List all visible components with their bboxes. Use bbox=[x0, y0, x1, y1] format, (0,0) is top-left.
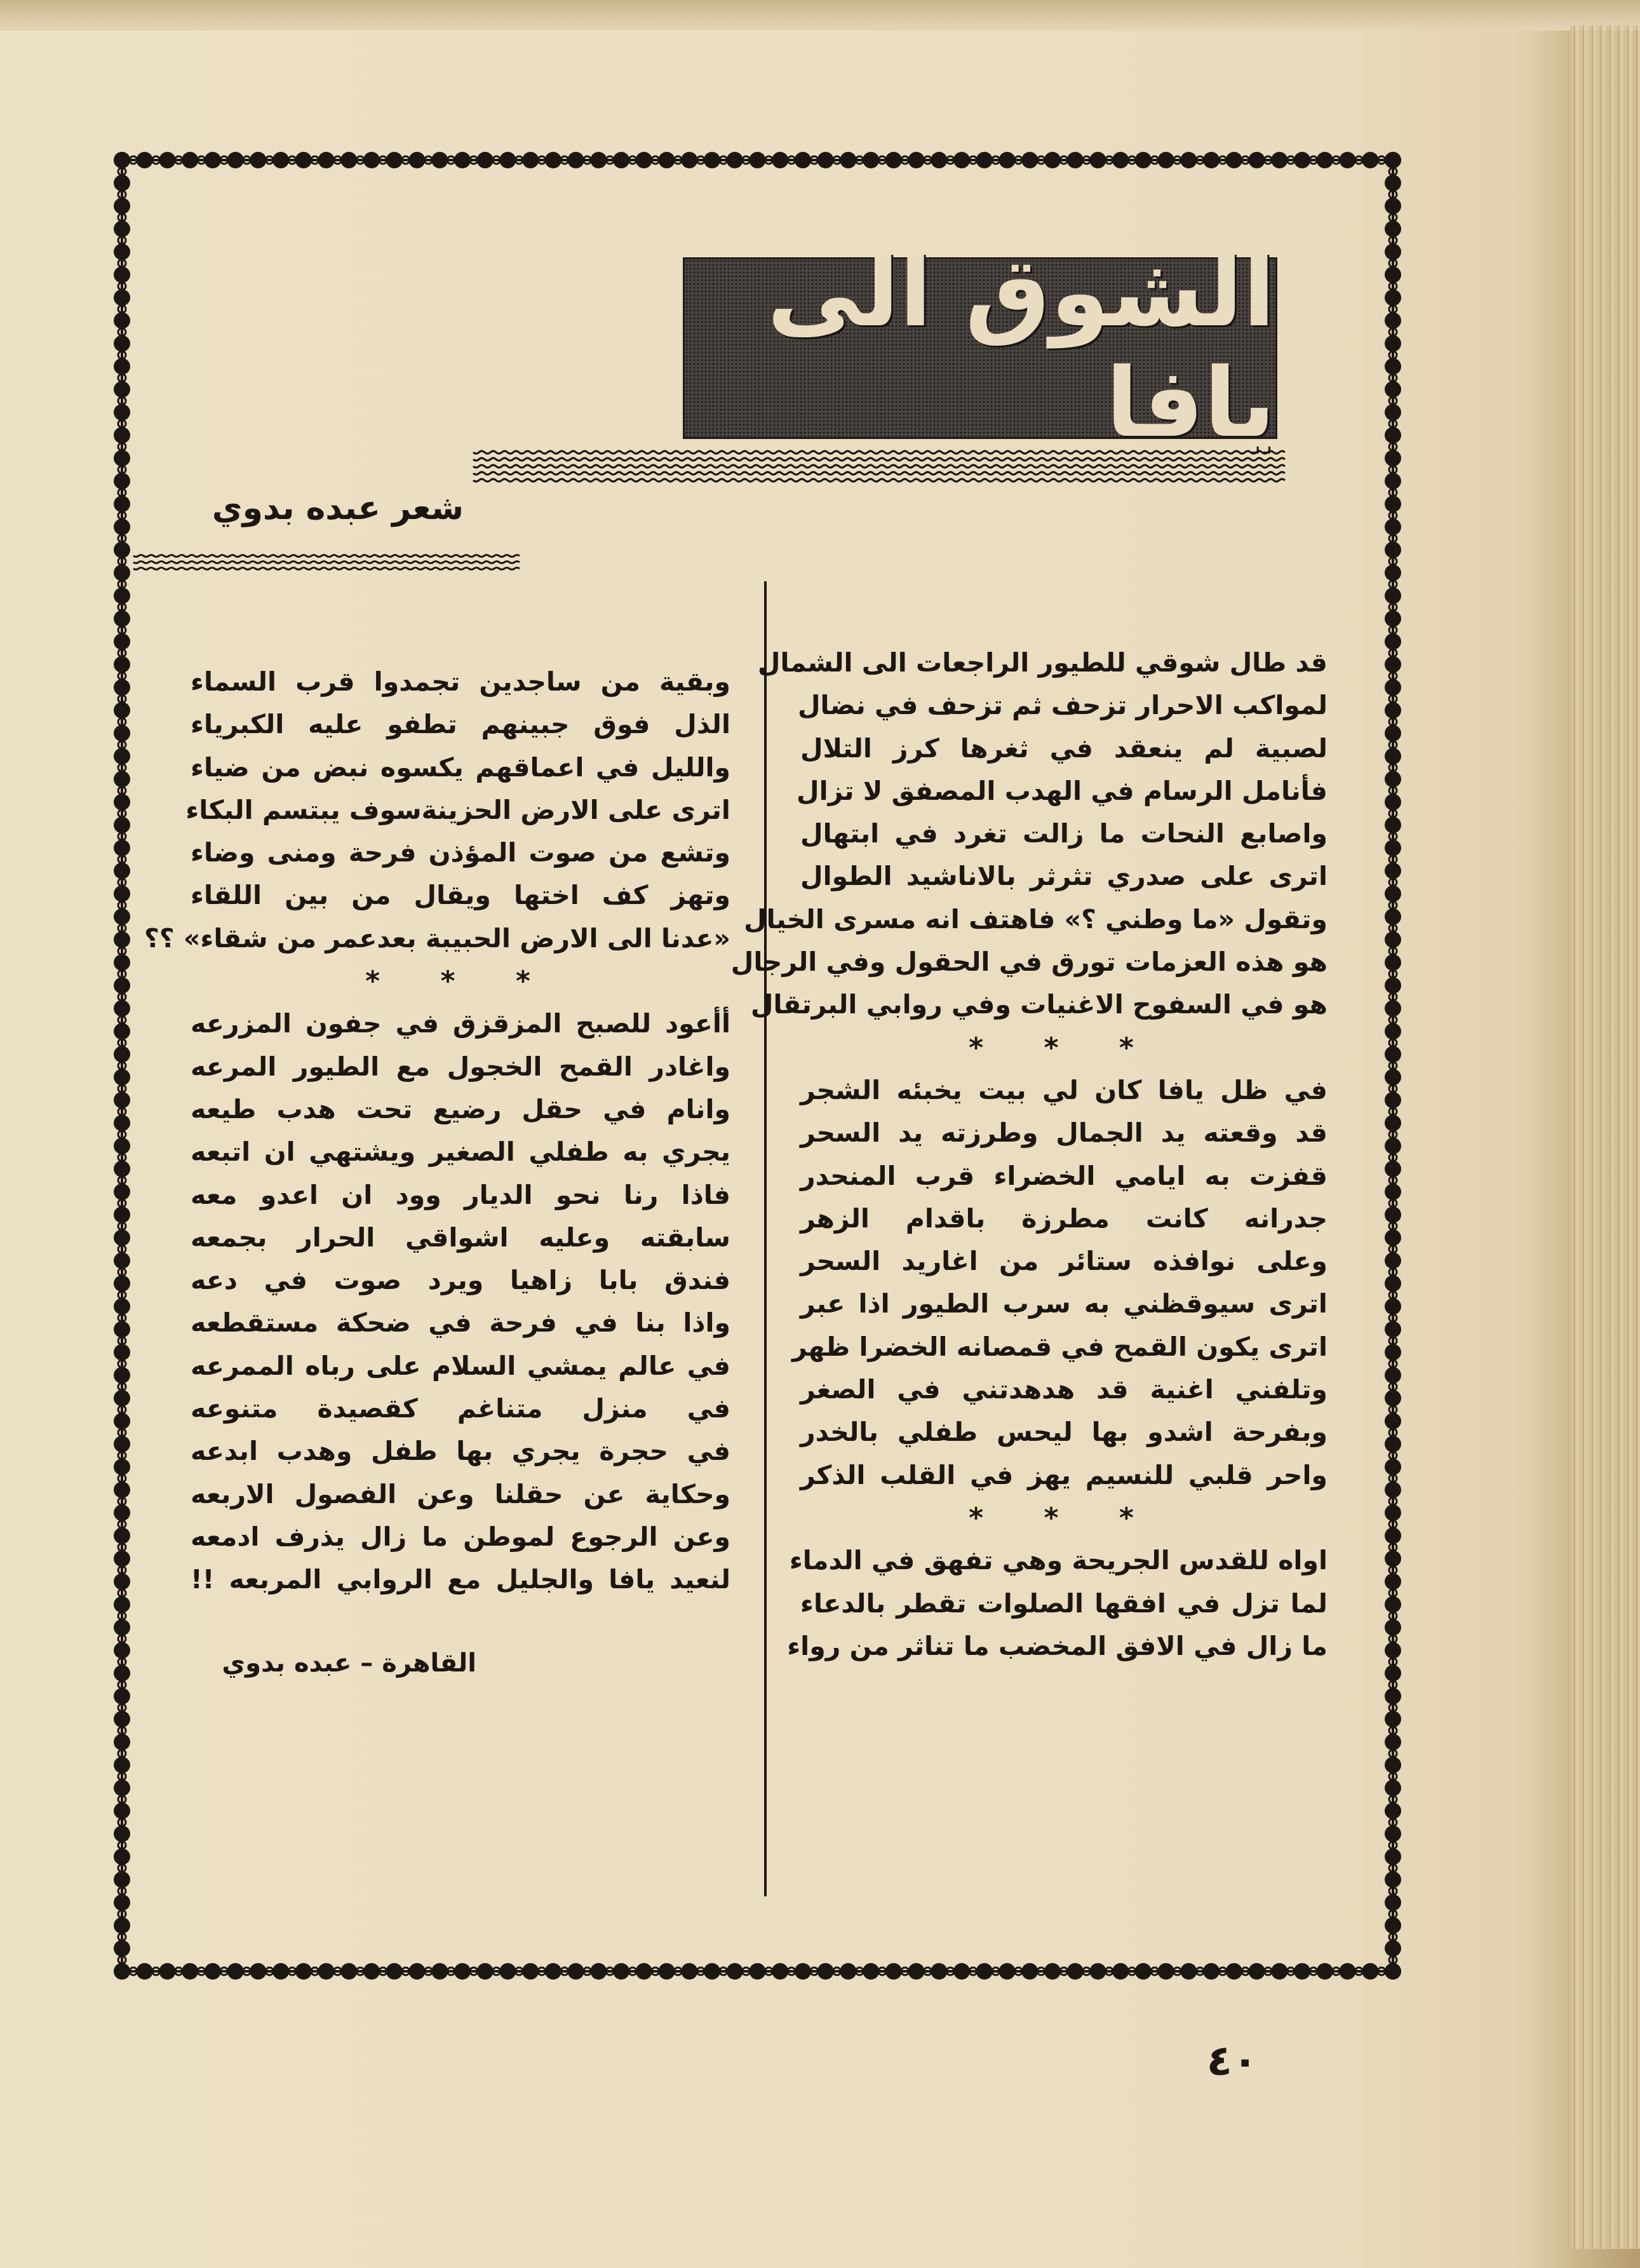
verse-line: الذل فوق جبينهم تطفو عليه الكبرياء bbox=[191, 709, 730, 740]
verse-line: اترى سيوقظني به سرب الطيور اذا عبر bbox=[800, 1288, 1327, 1320]
verse-line: اواه للقدس الجريحة وهي تفهق في الدماء bbox=[789, 1545, 1327, 1576]
verse-line: يجري به طفلي الصغير ويشتهي ان اتبعه bbox=[191, 1137, 730, 1168]
verse-line: وعلى نوافذه ستائر من اغاريد السحر bbox=[800, 1246, 1327, 1277]
poem-signature: القاهرة – عبده بدوي bbox=[222, 1649, 476, 1678]
verse-line: وبقية من ساجدين تجمدوا قرب السماء bbox=[191, 666, 730, 697]
verse-line: وبفرحة اشدو بها ليحس طفلي بالخدر bbox=[800, 1417, 1327, 1448]
byline-wavy-underline bbox=[133, 550, 514, 579]
verse-line: وتهز كف اختها ويقال من بين اللقاء bbox=[191, 880, 730, 911]
verse-line: هو هذه العزمات تورق في الحقول وفي الرجال bbox=[730, 947, 1327, 978]
verse-line: وانام في حقل رضيع تحت هدب طيعه bbox=[191, 1093, 730, 1124]
verse-line: قد طال شوقي للطيور الراجعات الى الشمال bbox=[757, 647, 1327, 678]
verse-line: والليل في اعماقهم يكسوه نبض من ضياء bbox=[191, 752, 730, 783]
verse-line: في حجرة يجري بها طفل وهدب ابدعه bbox=[191, 1436, 730, 1467]
verse-line: لصبية لم ينعقد في ثغرها كرز التلال bbox=[800, 732, 1327, 764]
title-wavy-underline bbox=[473, 445, 1280, 489]
verse-line: فاذا رنا نحو الديار وود ان اعدو معه bbox=[191, 1179, 730, 1210]
verse-line: قد وقعته يد الجمال وطرزته يد السحر bbox=[800, 1117, 1327, 1149]
verse-line: في عالم يمشي السلام على رباه الممرعه bbox=[191, 1350, 730, 1381]
poem-title: الشوق الى يافا bbox=[767, 238, 1275, 459]
verse-line: لما تزل في افقها الصلوات تقطر بالدعاء bbox=[800, 1588, 1327, 1619]
verse-line: وحكاية عن حقلنا وعن الفصول الاربعه bbox=[191, 1478, 730, 1509]
verse-line: وتقول «ما وطني ؟» فاهتف انه مسرى الخيال bbox=[744, 903, 1327, 935]
verse-line: لنعيد يافا والجليل مع الروابي المربعه !! bbox=[191, 1564, 730, 1595]
verse-line: في منزل متناغم كقصيدة متنوعه bbox=[191, 1393, 730, 1424]
book-page-edges bbox=[1570, 25, 1640, 2249]
verse-line: قفزت به ايامي الخضراء قرب المنحدر bbox=[800, 1160, 1327, 1191]
verse-line: فأنامل الرسام في الهدب المصفق لا تزال bbox=[796, 775, 1327, 806]
stanza-separator: * * * bbox=[969, 1031, 1159, 1064]
title-banner bbox=[683, 238, 1277, 459]
verse-line: فندق بابا زاهيا ويرد صوت في دعه bbox=[191, 1265, 730, 1296]
stanza-separator: * * * bbox=[969, 1501, 1159, 1534]
verse-line: وتلفني اغنية قد هدهدتني في الصغر bbox=[800, 1374, 1327, 1405]
verse-line: واحر قلبي للنسيم يهز في القلب الذكر bbox=[800, 1459, 1327, 1490]
stanza-separator: * * * bbox=[365, 965, 556, 998]
page-number: ٤٠ bbox=[1206, 2036, 1258, 2085]
page-top-edge bbox=[0, 0, 1640, 30]
verse-line: واذا بنا في فرحة في ضحكة مستقطعه bbox=[191, 1307, 730, 1339]
verse-line: واغادر القمح الخجول مع الطيور المرعه bbox=[191, 1051, 730, 1082]
poem-column-right bbox=[730, 642, 1327, 1668]
verse-line: اترى على الارض الحزينةسوف يبتسم البكاء bbox=[185, 794, 730, 825]
verse-line: أأعود للصبح المزقزق في جفون المزرعه bbox=[191, 1008, 730, 1039]
poem-column-left bbox=[144, 661, 730, 1602]
author-byline: شعر عبده بدوي bbox=[212, 489, 464, 527]
verse-line: اترى يكون القمح في قمصانه الخضرا ظهر bbox=[792, 1331, 1327, 1362]
verse-line: وعن الرجوع لموطن ما زال يذرف ادمعه bbox=[191, 1521, 730, 1552]
column-divider bbox=[764, 581, 767, 1896]
verse-line: ما زال في الافق المخضب ما تناثر من رواء bbox=[787, 1630, 1327, 1661]
verse-line: «عدنا الى الارض الحبيبة بعدعمر من شقاء» ؟؟ bbox=[144, 922, 730, 954]
verse-line: هو في السفوح الاغنيات وفي روابي البرتقال bbox=[750, 989, 1327, 1020]
verse-line: واصابع النحات ما زالت تغرد في ابتهال bbox=[800, 818, 1327, 849]
verse-line: وتشع من صوت المؤذن فرحة ومنى وضاء bbox=[191, 837, 730, 868]
verse-line: في ظل يافا كان لي بيت يخبئه الشجر bbox=[800, 1074, 1327, 1105]
verse-line: اترى على صدري تثرثر بالاناشيد الطوال bbox=[800, 861, 1327, 892]
verse-line: لمواكب الاحرار تزحف ثم تزحف في نضال bbox=[797, 690, 1327, 721]
verse-line: جدرانه كانت مطرزة باقدام الزهر bbox=[800, 1203, 1327, 1234]
verse-line: سابقته وعليه اشواقي الحرار بجمعه bbox=[191, 1222, 730, 1253]
